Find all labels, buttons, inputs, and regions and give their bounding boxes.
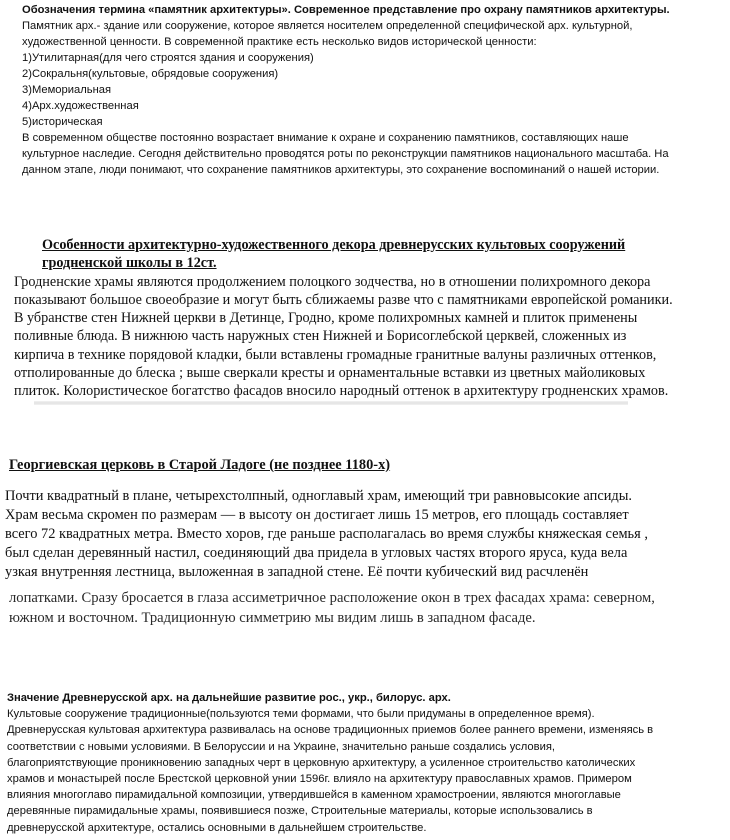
section-heritage-definition xyxy=(22,2,722,178)
section-grodno-decor xyxy=(14,236,726,401)
text-line: показывают большое своеобразие и могут быть сближаемы разве что с памятниками европейской романики. xyxy=(14,291,673,308)
text-line: художественной ценности. В современной практике есть несколько видов исторической ценности: xyxy=(22,36,537,48)
text-line: Древнерусская культовая архитектура развивалась на основе традиционных приемов более раннего времени, изменяясь в xyxy=(7,724,654,737)
text-line: южном и восточном. Традиционную симметрию мы видим лишь в западном фасаде. xyxy=(9,610,536,626)
text-line: деревянные пирамидальные храмы, появившиеся позже, Строительные материалы, которые использовались в xyxy=(7,805,593,818)
text-line: Храм весьма скромен по размерам — в высоту он достигает лишь 15 метров, его площадь составляет xyxy=(5,507,629,523)
text-line: Почти квадратный в плане, четырехстолпный, одноглавый храм, имеющий три равновысокие апсиды. xyxy=(5,488,632,504)
text-line: был сделан деревянный настил, соединяющий два придела в угловых частях второго яруса, куда вела xyxy=(5,545,628,561)
text-line: узкая внутренняя лестница, выложенная в западной стене. Её почти кубический вид расчленён xyxy=(5,564,589,580)
scanned-paragraph xyxy=(5,588,727,628)
list-item: 5)историческая xyxy=(22,116,103,128)
text-line: лопатками. Сразу бросается в глаза ассиметричное расположение окон в трех фасадах храма: северном, xyxy=(9,590,655,606)
section-title: Обозначения термина «памятник архитектуры». Современное представление про охрану памятников архитектуры. xyxy=(22,4,670,16)
text-line: благоприятствующие проникновению западных черт в церковную архитектуру, а усиленное строительство католических xyxy=(7,756,636,769)
text-line: культурное наследие. Сегодня действительно проводятся роты по реконструкции памятников национального масштаба. На xyxy=(22,148,669,160)
text-line: отполированные до блеска ; выше сверкали кресты и орнаментальные вставки из цветных майоликовых xyxy=(14,365,646,382)
text-line: Памятник арх.- здание или сооружение, которое является носителем определенной специфической арх. культурной, xyxy=(22,20,633,32)
section-title: Особенности архитектурно-художественного декора древнерусских культовых сооружений xyxy=(42,237,626,253)
section-title: Значение Древнерусской арх. на дальнейшие развитие рос., укр., билорус. арх. xyxy=(7,692,451,704)
text-line: В современном обществе постоянно возрастает внимание к охране и сохранению памятников, составляющих наше xyxy=(22,132,629,144)
section-title: Георгиевская церковь в Старой Ладоге (не позднее 1180-х) xyxy=(9,457,391,473)
list-item: 4)Арх.художественная xyxy=(22,100,139,112)
text-line: всего 72 квадратных метра. Вместо хоров, где раньше располагалась во время службы княжеская семья , xyxy=(5,526,648,542)
section-st-george-church xyxy=(5,456,727,628)
section-title: гродненской школы в 12ст. xyxy=(42,255,217,272)
list-item: 2)Сокральня(культовые, обрядовые сооружения) xyxy=(22,68,279,80)
text-line: Культовые сооружение традиционные(пользуются теми формами, что были придуманы в определенное время). xyxy=(7,708,595,721)
text-line: влияния многоглаво пирамидальной композиции, утвердившейся в каменном храмостроении, являются многоглавые xyxy=(7,789,621,802)
text-line: храмов и монастырей после Брестской церковной унии 1596г. влияло на архитектуру православных храмов. Примером xyxy=(7,773,632,786)
list-item: 1)Утилитарная(для чего строятся здания и сооружения) xyxy=(22,52,314,64)
text-line: плиток. Колористическое богатство фасадов вносило народный оттенок в архитектуру гродненских храмов. xyxy=(14,383,669,400)
section-influence xyxy=(7,690,725,836)
text-line: соответствии с новыми условиями. В Белоруссии и на Украине, значительно раньше создались условия, xyxy=(7,740,556,753)
text-line: данном этапе, люди понимают, что сохранение памятников архитектуры, это сохранение воспоминаний о нашей истории. xyxy=(22,164,660,176)
text-line: поливные блюда. В нижнюю часть наружных стен Нижней и Борисоглебской церквей, сложенных из xyxy=(14,328,627,345)
text-line: Гродненские храмы являются продолжением полоцкого зодчества, но в отношении полихромного декора xyxy=(14,273,651,290)
list-item: 3)Мемориальная xyxy=(22,84,112,96)
text-line: В убранстве стен Нижней церкви в Детинце, Гродно, кроме полихромных камней и плиток применены xyxy=(14,310,638,327)
text-line: кирпича в технике порядовой кладки, были вставлены громадные гранитные валуны различных оттенков, xyxy=(14,346,657,363)
divider xyxy=(34,401,628,405)
text-line: древнерусской архитектуре, остались основными в дальнейшем строительстве. xyxy=(7,821,427,834)
